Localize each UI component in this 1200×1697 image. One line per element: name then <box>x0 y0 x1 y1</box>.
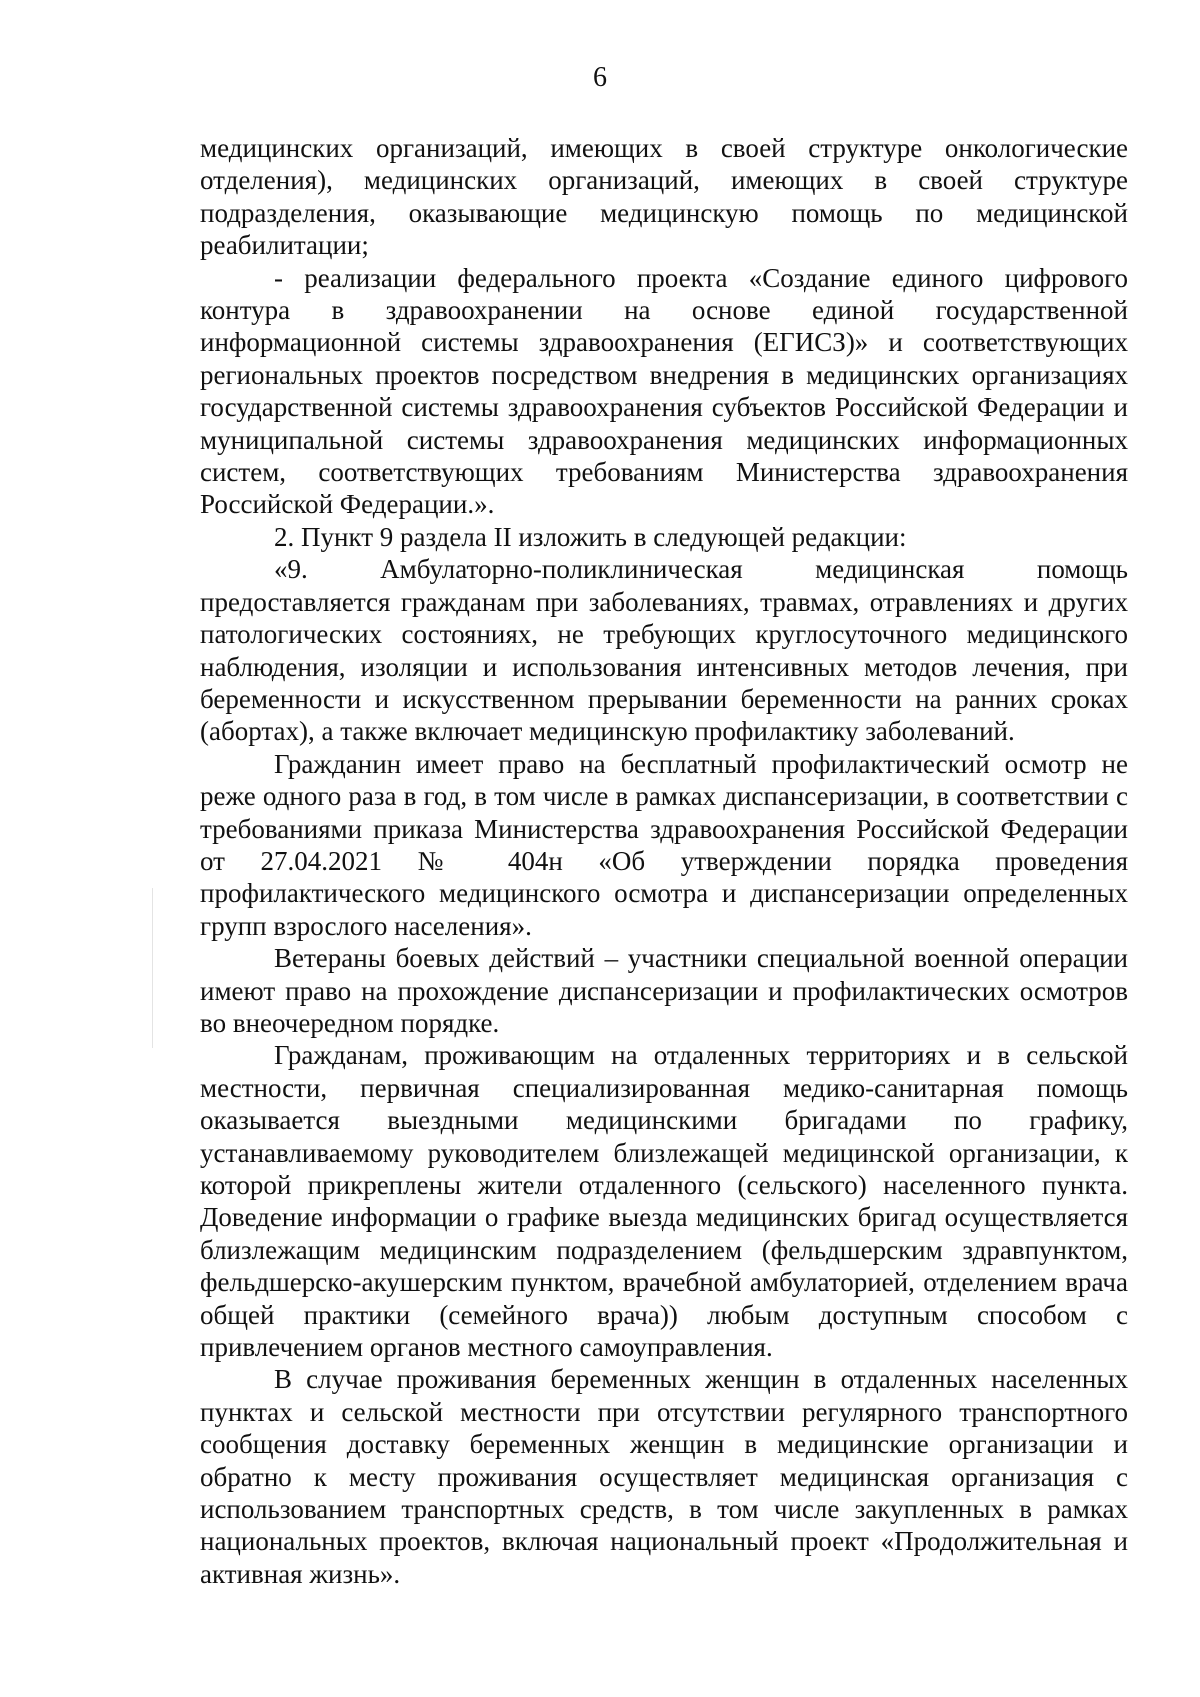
paragraph-outpatient-care: «9. Амбулаторно-поликлиническая медицинская помощь предоставляется гражданам при заболеваниях, травмах, отравлениях и других патологических состояниях, не требующих круглосуточного медицинского наблюдения, изоляции и использования интенсивных методов лечения, при беременности и искусственном прерывании беременности на ранних сроках (абортах), а также включает медицинскую профилактику заболеваний. <box>200 554 1128 747</box>
paragraph-egisz-project: - реализации федерального проекта «Создание единого цифрового контура в здравоохранении на основе единой государственной информационной системы здравоохранения (ЕГИСЗ)» и соответствующих региональных проектов посредством внедрения в медицинских организациях государственной системы здравоохранения субъектов Российской Федерации и муниципальной системы здравоохранения медицинских информационных систем, соответствующих требованиям Министерства здравоохранения Российской Федерации.». <box>200 262 1128 520</box>
paragraph-combat-veterans: Ветераны боевых действий – участники специальной военной операции имеют право на прохождение диспансеризации и профилактических осмотров во внеочередном порядке. <box>200 943 1128 1038</box>
paragraph-preventive-exam: Гражданин имеет право на бесплатный профилактический осмотр не реже одного раза в год, в том числе в рамках диспансеризации, в соответствии с требованиями приказа Министерства здравоохранения Российской Федерации от 27.04.2021 № 404н «Об утверждении порядка проведения профилактического медицинского осмотра и диспансеризации определенных групп взрослого населения». <box>200 748 1128 941</box>
document-body <box>200 132 1128 1590</box>
paragraph-remote-territories: Гражданам, проживающим на отдаленных территориях и в сельской местности, первичная специализированная медико-санитарная помощь оказывается выездными медицинскими бригадами по графику, устанавливаемому руководителем близлежащей медицинской организации, к которой прикреплены жители отдаленного (сельского) населенного пункта. Доведение информации о графике выезда медицинских бригад осуществляется близлежащим медицинским подразделением (фельдшерским здравпунктом, фельдшерско-акушерским пунктом, врачебной амбулаторией, отделением врача общей практики (семейного врача)) любым доступным способом с привлечением органов местного самоуправления. <box>200 1040 1128 1363</box>
scan-margin-mark <box>152 888 153 1048</box>
paragraph-pregnant-women-transport: В случае проживания беременных женщин в отдаленных населенных пунктах и сельской местности при отсутствии регулярного транспортного сообщения доставку беременных женщин в медицинские организации и обратно к месту проживания осуществляет медицинская организация с использованием транспортных средств, в том числе закупленных в рамках национальных проектов, включая национальный проект «Продолжительная и активная жизнь». <box>200 1364 1128 1589</box>
paragraph-continuation: медицинских организаций, имеющих в своей структуре онкологические отделения), медицинских организаций, имеющих в своей структуре подразделения, оказывающие медицинскую помощь по медицинской реабилитации; <box>200 133 1128 261</box>
page-number: 6 <box>593 62 607 93</box>
paragraph-amendment-item-2: 2. Пункт 9 раздела II изложить в следующей редакции: <box>274 521 907 552</box>
